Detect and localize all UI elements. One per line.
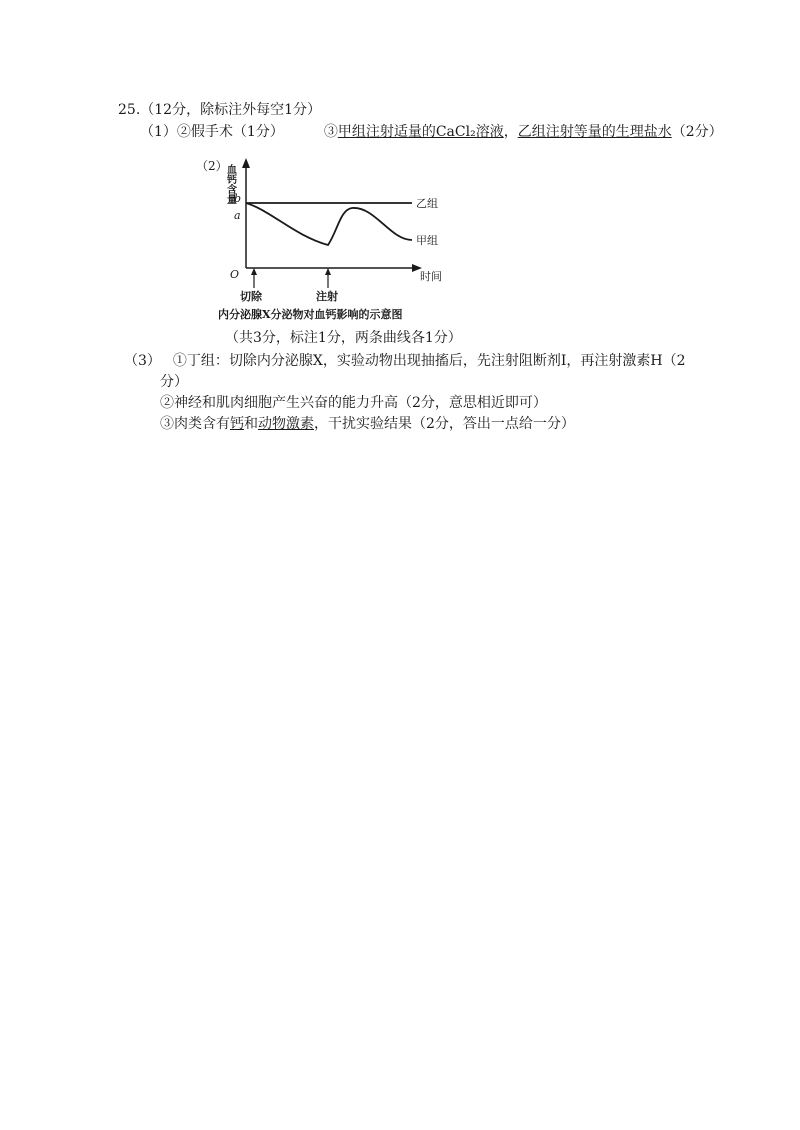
event-label-cut: 切除 [240,290,262,303]
part3-item3-a: ③肉类含有 [160,416,230,432]
part3-item3-b: 和 [244,416,258,432]
part2-label: （2） [196,159,228,173]
part3-item1-line1: ①丁组：切除内分泌腺X，实验动物出现抽搐后，先注射阻断剂I，再注射激素H（2 [172,353,686,369]
blood-calcium-chart [190,150,442,330]
event-label-inject: 注射 [316,290,338,303]
origin-label: O [230,268,240,281]
x-axis-label: 时间 [420,270,442,283]
part1-b-group-yi: 乙组注射等量的生理盐水 [517,124,672,140]
part3-item3-hormone: 动物激素 [258,416,314,432]
part1-b-comma: ， [503,124,518,140]
event-arrowhead-inject [325,268,331,275]
part3-item3-calcium: 钙 [230,416,244,432]
answer-part-1 [140,123,723,141]
part3-item2: ②神经和肌肉细胞产生兴奋的能力升高（2分，意思相近即可） [160,395,547,411]
part2-score-note: （共3分，标注1分，两条曲线各1分） [225,330,462,346]
part3-label: （3） [124,353,161,369]
part1-b-num: ③ [323,124,338,140]
y-mark-b: b [234,192,242,205]
series-line-jia [246,203,412,245]
part3-item1-line2: 分） [160,374,188,390]
y-axis-label: 血钙含量 [224,164,236,204]
series-label-jia: 甲组 [416,234,438,247]
part1-b-group-jia: 甲组注射适量的CaCl₂溶液 [337,124,504,140]
part1-a: （1）②假手术（1分） [140,124,284,140]
question-header: 25.（12分，除标注外每空1分） [118,102,321,118]
part3-item3 [160,415,575,433]
y-mark-a: a [234,209,241,222]
part3-item3-c: ，干扰实验结果（2分，答出一点给一分） [314,416,575,432]
series-label-yi: 乙组 [416,197,438,210]
part1-b-score: （2分） [671,124,723,140]
answer-part-3-item-1 [124,352,686,370]
y-axis-arrow [242,158,250,168]
event-arrowhead-cut [251,268,257,275]
chart-caption: 内分泌腺X分泌物对血钙影响的示意图 [218,308,403,321]
